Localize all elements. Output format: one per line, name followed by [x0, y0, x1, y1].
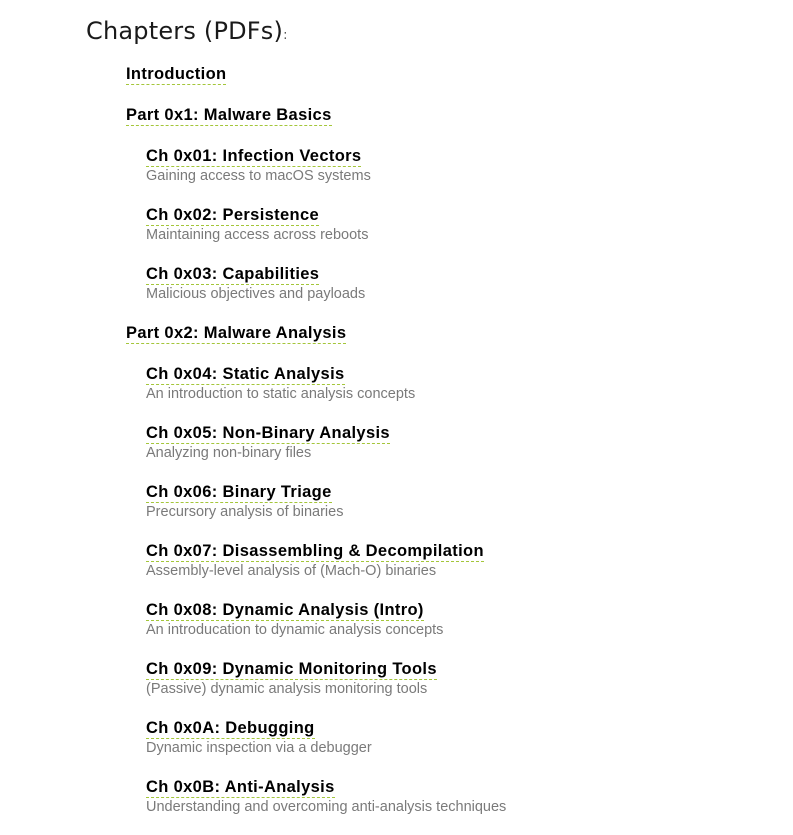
- ch-06-link[interactable]: Ch 0x06: Binary Triage: [146, 483, 332, 501]
- ch-01-link[interactable]: Ch 0x01: Infection Vectors: [146, 147, 362, 165]
- ch-05-link[interactable]: Ch 0x05: Non-Binary Analysis: [146, 424, 390, 442]
- entry-ch-0b: [146, 777, 506, 816]
- page-title-colon: :: [283, 28, 288, 43]
- entry-ch-07: [146, 541, 484, 580]
- ch-01-description: Gaining access to macOS systems: [146, 168, 371, 184]
- introduction-link[interactable]: Introduction: [126, 65, 227, 83]
- part-2-link[interactable]: Part 0x2: Malware Analysis: [126, 324, 347, 342]
- entry-ch-06: [146, 482, 343, 521]
- ch-07-link[interactable]: Ch 0x07: Disassembling & Decompilation: [146, 542, 484, 560]
- ch-03-description: Malicious objectives and payloads: [146, 286, 366, 302]
- ch-04-description: An introduction to static analysis concepts: [146, 386, 416, 402]
- entry-ch-03: [146, 264, 365, 303]
- ch-09-link[interactable]: Ch 0x09: Dynamic Monitoring Tools: [146, 660, 437, 678]
- ch-05-description: Analyzing non-binary files: [146, 445, 312, 461]
- entry-ch-08: [146, 600, 443, 639]
- entry-introduction: [126, 64, 226, 85]
- ch-07-description: Assembly-level analysis of (Mach-O) binaries: [146, 563, 437, 579]
- ch-02-description: Maintaining access across reboots: [146, 227, 369, 243]
- ch-0b-link[interactable]: Ch 0x0B: Anti-Analysis: [146, 778, 335, 796]
- ch-04-link[interactable]: Ch 0x04: Static Analysis: [146, 365, 345, 383]
- ch-0a-link[interactable]: Ch 0x0A: Debugging: [146, 719, 315, 737]
- ch-08-description: An introducation to dynamic analysis concepts: [146, 622, 444, 638]
- entry-ch-0a: [146, 718, 372, 757]
- ch-02-link[interactable]: Ch 0x02: Persistence: [146, 206, 320, 224]
- entry-part-2: [126, 323, 346, 344]
- entry-ch-05: [146, 423, 390, 462]
- ch-0a-description: Dynamic inspection via a debugger: [146, 740, 372, 756]
- ch-0b-description: Understanding and overcoming anti-analysis techniques: [146, 799, 507, 815]
- page-title-text: Chapters (PDFs): [86, 17, 284, 45]
- entry-part-1: [126, 105, 332, 126]
- ch-09-description: (Passive) dynamic analysis monitoring tools: [146, 681, 428, 697]
- entry-ch-01: [146, 146, 371, 185]
- entry-ch-09: [146, 659, 437, 698]
- entry-ch-02: [146, 205, 368, 244]
- page-title: [86, 17, 288, 45]
- ch-03-link[interactable]: Ch 0x03: Capabilities: [146, 265, 320, 283]
- ch-08-link[interactable]: Ch 0x08: Dynamic Analysis (Intro): [146, 601, 424, 619]
- entry-ch-04: [146, 364, 415, 403]
- ch-06-description: Precursory analysis of binaries: [146, 504, 344, 520]
- part-1-link[interactable]: Part 0x1: Malware Basics: [126, 106, 332, 124]
